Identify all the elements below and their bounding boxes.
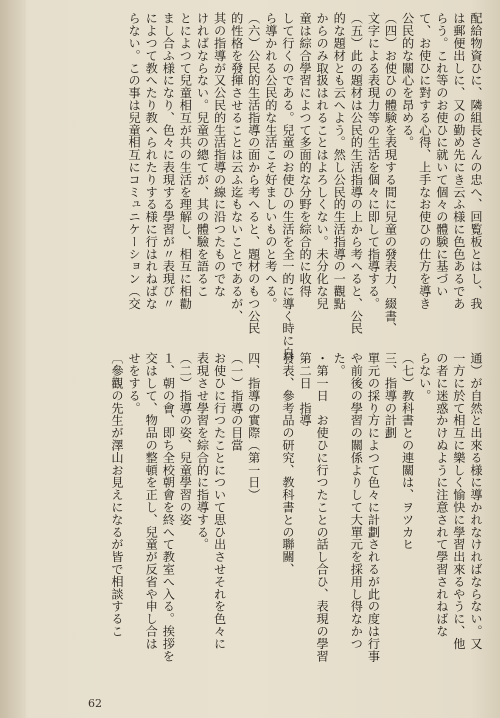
text-column: 單元の採り方によつて色々に計劃されるが此の度は行事	[366, 352, 381, 662]
text-column: （七）教科書との連關は、ヲツカヒ	[400, 352, 415, 551]
text-column: らない。この事は兒童相互にコミュニケーション（交	[127, 12, 142, 310]
text-column: 通）が自然と出來る様に導かれなければならない。又	[469, 352, 483, 650]
text-column: ら導かれる公民的な生活こそ好ましいものと考へる。	[263, 12, 278, 310]
text-column: （四）お使ひの體験を表現する間に兒童の發表力、綴書、	[383, 12, 398, 335]
text-column: からのみ取扱はれることはよろしくない。未分化な兒	[315, 12, 330, 310]
lower-text-block	[108, 352, 484, 692]
text-column: 配給物資ひに、隣組長さんの忠へ、回覧板とはし、我	[469, 12, 483, 310]
text-column: 其の指導が又公民的生活指導の線に沿つたものでな	[212, 12, 227, 298]
text-column: （五）此の題材は公民的生活指導の上から考へると、公民	[349, 12, 364, 335]
text-column: 發表、參考品の研究、教科書との聯關、	[280, 352, 295, 576]
section-divider	[40, 346, 484, 347]
text-column: １、朝の會、即ち全校朝會を終へて教室へ入る。挨拶を	[161, 352, 176, 662]
text-column: （一）指導の目當	[229, 352, 244, 452]
text-column: ・第一日 お使ひに行つたことの話し合ひ、表現の學習	[315, 352, 330, 662]
text-column: （二）指導の姿、兒童學習の姿	[178, 352, 193, 526]
text-column: た。	[332, 352, 347, 377]
page-binding-shadow	[0, 0, 26, 718]
text-column: らない。	[417, 352, 432, 402]
text-column: お使ひに行つたことについて思ひ出させそれを色々に	[212, 352, 227, 650]
text-column: 公民的な關心を昂める。	[400, 12, 415, 149]
section-heading: 四、指導の實際（第一日）	[246, 352, 261, 501]
text-column: 表現させ學習を綜合的に指導する。	[195, 352, 210, 551]
text-column: て、お使ひに對する心得、上手なお使ひの仕方を導き	[417, 12, 432, 310]
text-column: 童は綜合學習によつて多面的な分野を綜合的に收得	[298, 12, 313, 298]
text-column: 交はして、物品の整頓を正し、兒童が反省や申し合は	[144, 352, 159, 650]
text-column: せをする。	[127, 352, 142, 414]
text-column: 文字による表現力等の生活を個々に即して指導する。	[366, 12, 381, 310]
text-column: は郵便出しに、又の勤め先にき云ふ様に色色あるであ	[451, 12, 466, 310]
text-column: や前後の學習の關係よりして大單元を採用し得なかつ	[349, 352, 364, 650]
text-column: 的性格を發揮させることは云ふ迄もないことであるが、	[229, 12, 244, 322]
text-column: 〔參觀の先生が澤山お見えになるが皆で相談するこ	[110, 352, 125, 638]
text-column: 第二日 指導	[298, 352, 313, 427]
section-heading: 三、指導の計劃	[383, 352, 398, 439]
upper-text-block	[125, 12, 484, 360]
page-number: 62	[88, 697, 102, 710]
text-column: 一方に於て相互に樂しく愉快に學習出來るやうに、他	[451, 352, 466, 650]
text-column: ければならない。兒童の總てが、其の體驗を語るこ	[195, 12, 210, 298]
text-column: （六）公民的生活指導の面から考へると、題材のもつ公民	[246, 12, 261, 335]
text-column: まし合ふ様になり、色々に表現する學習が〃表現び〃	[161, 12, 176, 310]
text-column: によつて教へたり教へられたりする様に行はれねばな	[144, 12, 159, 310]
text-column: とによつて兒童相互が共の生活を理解し、相互に相勸	[178, 12, 193, 310]
text-column: 的な題材とも云へよう。然し公民的生活指導の一觀點	[332, 12, 347, 310]
text-column: の者に迷惑かけぬように注意されて學習されねばな	[434, 352, 449, 638]
text-column: らう。これ等のお使ひに就いて個々の體験に基づい	[434, 12, 449, 298]
text-column: して行くのである。兒童のお使ひの生活を全一的に導く時に自	[280, 12, 295, 360]
